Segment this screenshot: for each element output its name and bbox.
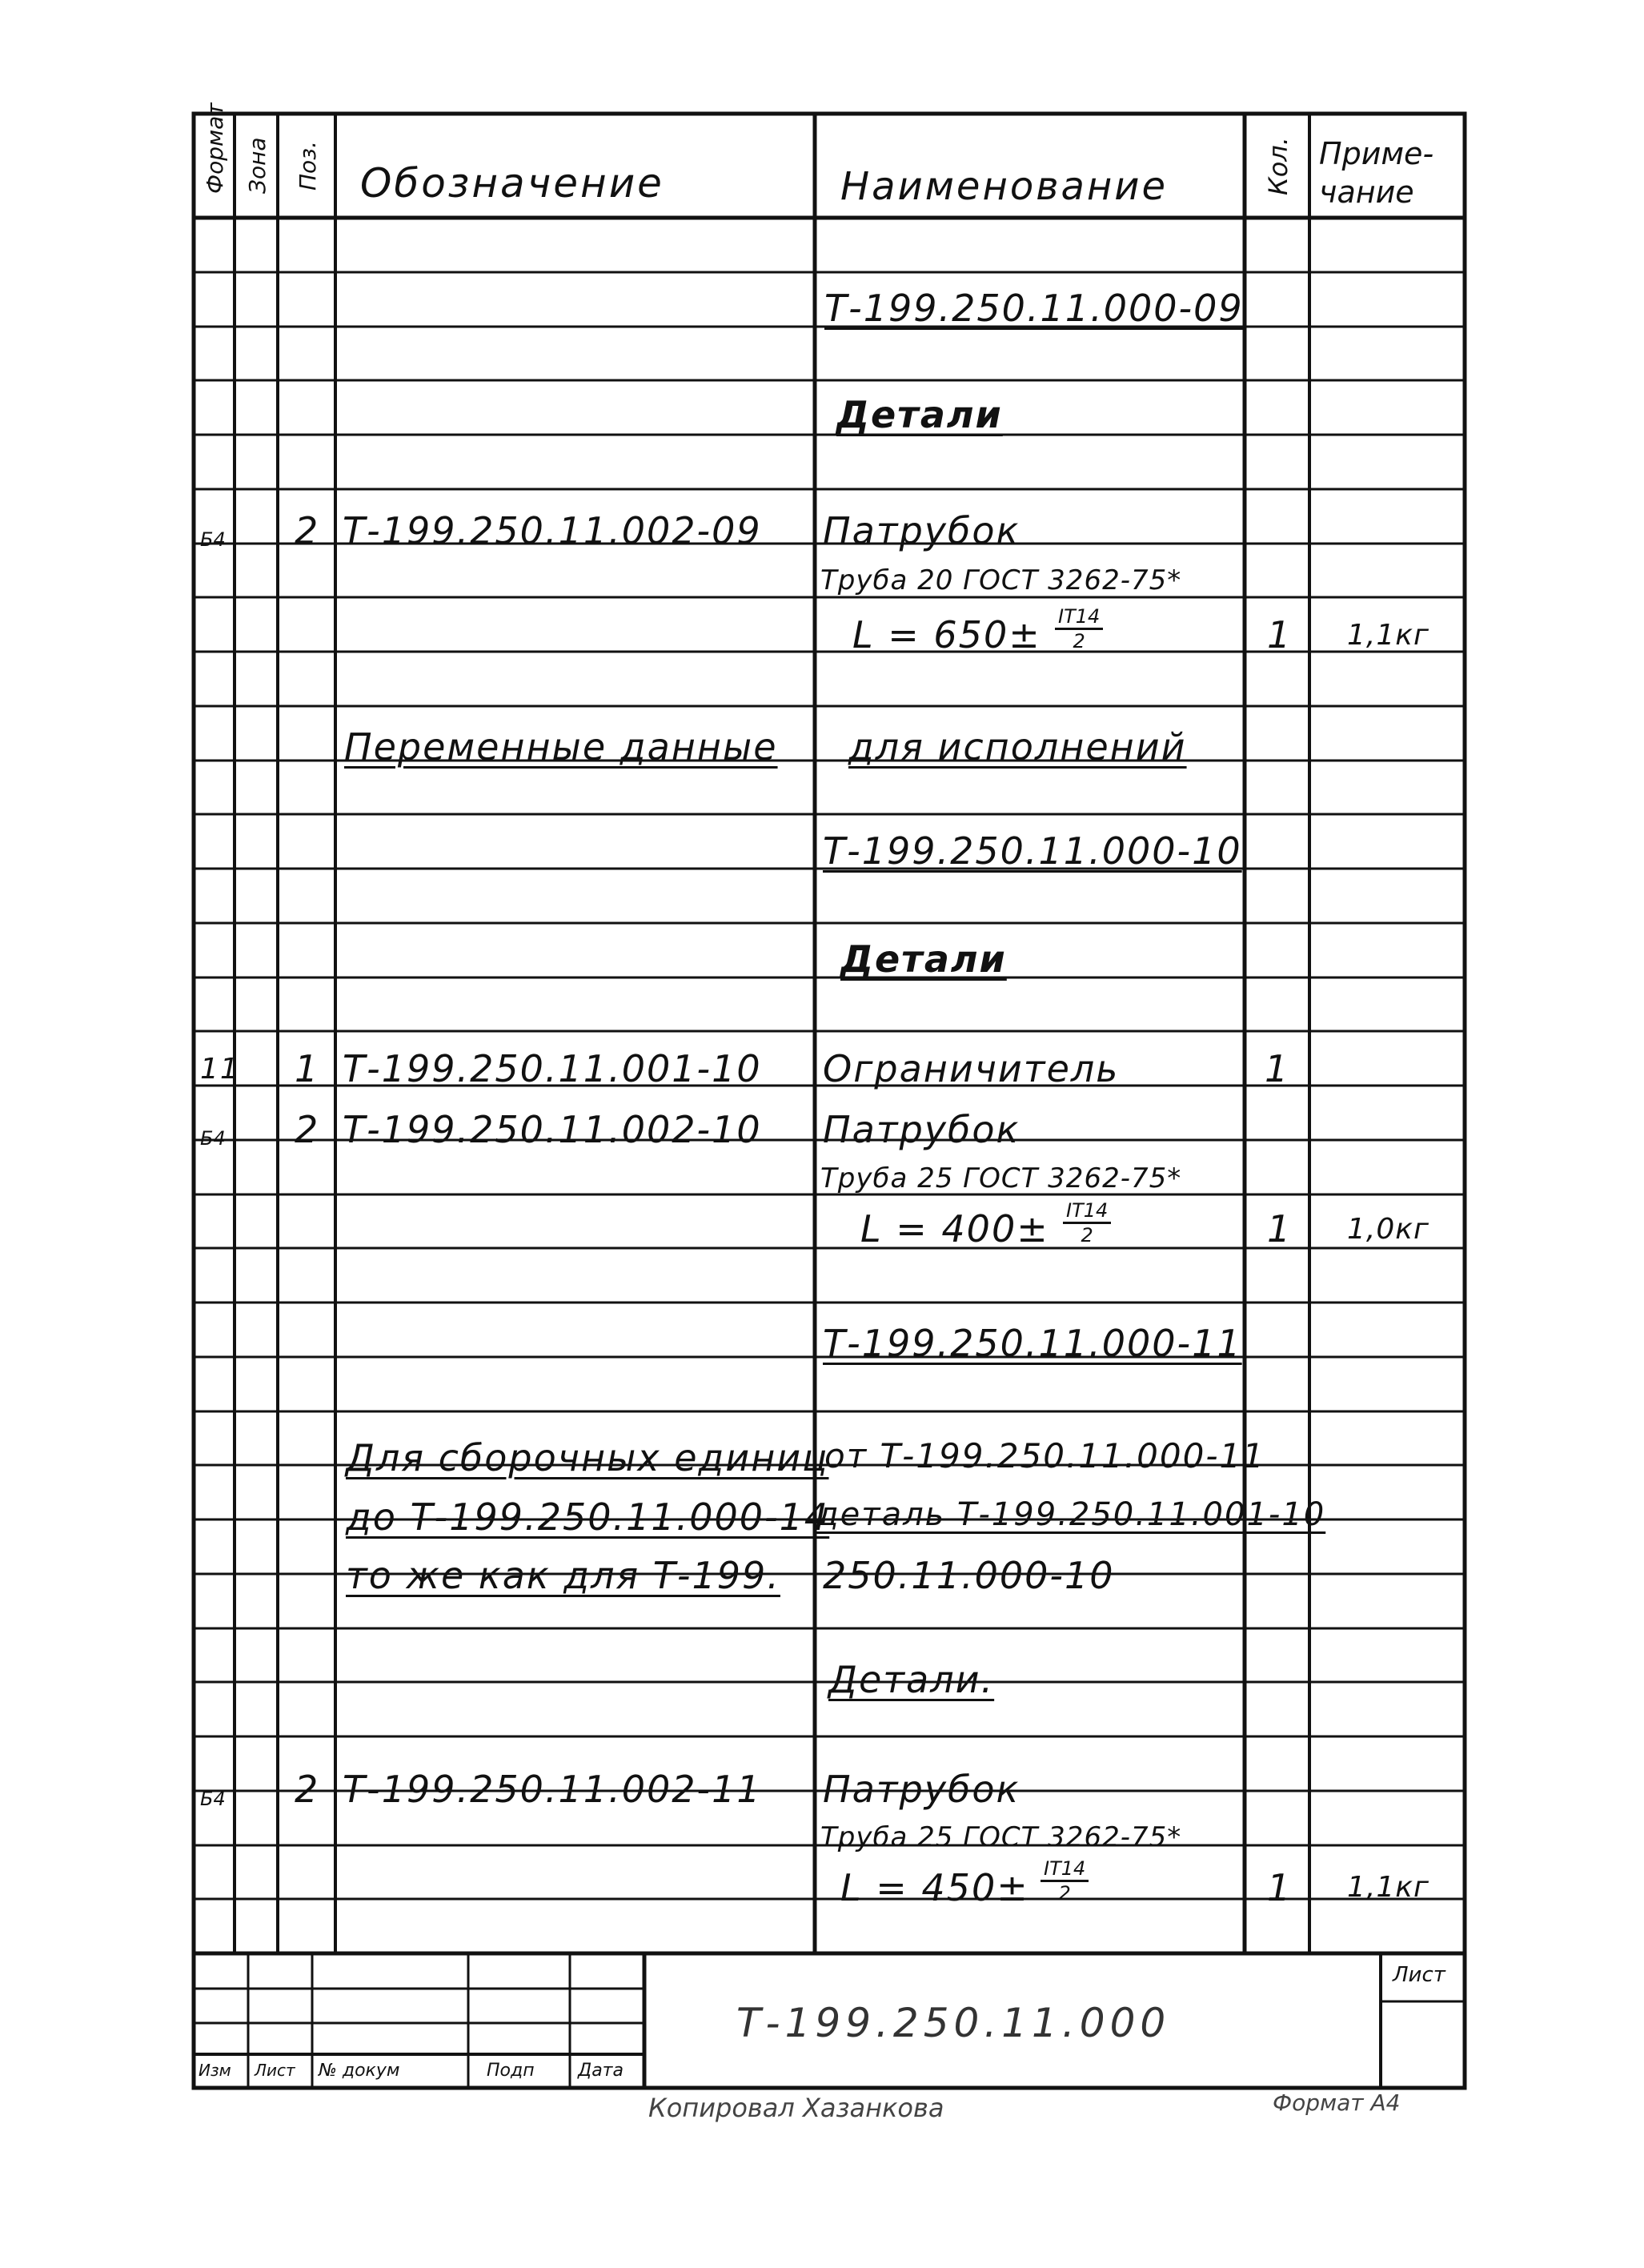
header-note-line1: Приме- (1319, 136, 1434, 171)
row-mass: 1,1кг (1347, 619, 1429, 652)
row-length: L = 650± (852, 613, 1041, 656)
header-quantity: Кол. (1263, 137, 1293, 195)
row-length-tolerance: $\frac{IT14}{2}$ (1041, 1859, 1089, 1903)
row-position: 2 (295, 1768, 320, 1811)
row-designation: Т-199.250.11.001-10 (343, 1047, 762, 1090)
note-line-1-left: Для сборочных единиц (346, 1436, 829, 1479)
row-format: Б4 (200, 1788, 226, 1810)
row-length: L = 400± (860, 1207, 1049, 1250)
row-designation: Т-199.250.11.002-11 (343, 1768, 762, 1811)
header-name: Наименование (840, 164, 1169, 209)
footer-copied-by: Копировал Хазанкова (648, 2093, 944, 2123)
row-quantity: 1 (1265, 1047, 1290, 1090)
row-position: 2 (295, 509, 320, 552)
row-mass: 1,0кг (1347, 1213, 1429, 1246)
row-format: Б4 (200, 528, 226, 551)
row-format: Б4 (200, 1127, 226, 1150)
section-details-1: Детали (836, 393, 1003, 436)
header-format: Формат (202, 102, 228, 194)
variable-data-heading: Переменные данные (344, 725, 778, 769)
row-material: Труба 20 ГОСТ 3262-75* (820, 564, 1182, 596)
row-length: L = 450± (840, 1866, 1029, 1909)
title-block-doc-num: № докум (319, 2061, 400, 2081)
variant-09-title: Т-199.250.11.000-09 (824, 287, 1244, 330)
note-line-3-right: 250.11.000-10 (823, 1554, 1115, 1597)
note-line-2-right: деталь Т-199.250.11.001-10 (816, 1496, 1326, 1533)
variant-10-title: Т-199.250.11.000-10 (823, 829, 1242, 873)
row-mass: 1,1кг (1347, 1871, 1429, 1904)
row-quantity: 1 (1267, 1866, 1293, 1909)
row-quantity: 1 (1267, 1207, 1293, 1250)
row-length-tolerance: $\frac{IT14}{2}$ (1063, 1201, 1111, 1245)
row-position: 2 (295, 1108, 320, 1151)
row-format: 11 (200, 1053, 240, 1086)
title-block-document-number: Т-199.250.11.000 (736, 2000, 1171, 2046)
row-name: Ограничитель (823, 1047, 1120, 1090)
variable-data-heading-cont: для исполнений (848, 725, 1187, 769)
section-details-3: Детали. (828, 1658, 995, 1701)
note-line-1-right: от Т-199.250.11.000-11 (824, 1436, 1265, 1475)
note-line-3-left: то же как для Т-199. (346, 1554, 780, 1597)
row-quantity: 1 (1267, 613, 1293, 656)
header-note-line2: чание (1319, 175, 1414, 210)
note-line-2-left: до Т-199.250.11.000-14 (346, 1495, 830, 1539)
title-block-sheet-label: Лист (1393, 1963, 1446, 1987)
row-material: Труба 25 ГОСТ 3262-75* (820, 1162, 1182, 1194)
header-position: Поз. (295, 141, 321, 191)
variant-11-title: Т-199.250.11.000-11 (823, 1322, 1242, 1365)
row-position: 1 (295, 1047, 320, 1090)
header-zone: Зона (244, 137, 271, 194)
section-details-2: Детали (840, 937, 1007, 981)
row-name: Патрубок (823, 509, 1020, 552)
row-material: Труба 25 ГОСТ 3262-75* (820, 1821, 1182, 1853)
title-block-signature: Подп (487, 2061, 535, 2081)
row-designation: Т-199.250.11.002-09 (343, 509, 762, 552)
row-length-tolerance: $\frac{IT14}{2}$ (1055, 607, 1103, 651)
title-block-sheet: Лист (255, 2061, 295, 2080)
footer-format: Формат А4 (1273, 2089, 1401, 2116)
title-block-date: Дата (578, 2061, 624, 2081)
row-name: Патрубок (823, 1108, 1020, 1151)
title-block-change: Изм (198, 2061, 231, 2080)
row-name: Патрубок (823, 1768, 1020, 1811)
row-designation: Т-199.250.11.002-10 (343, 1108, 762, 1151)
header-designation: Обозначение (360, 160, 664, 207)
